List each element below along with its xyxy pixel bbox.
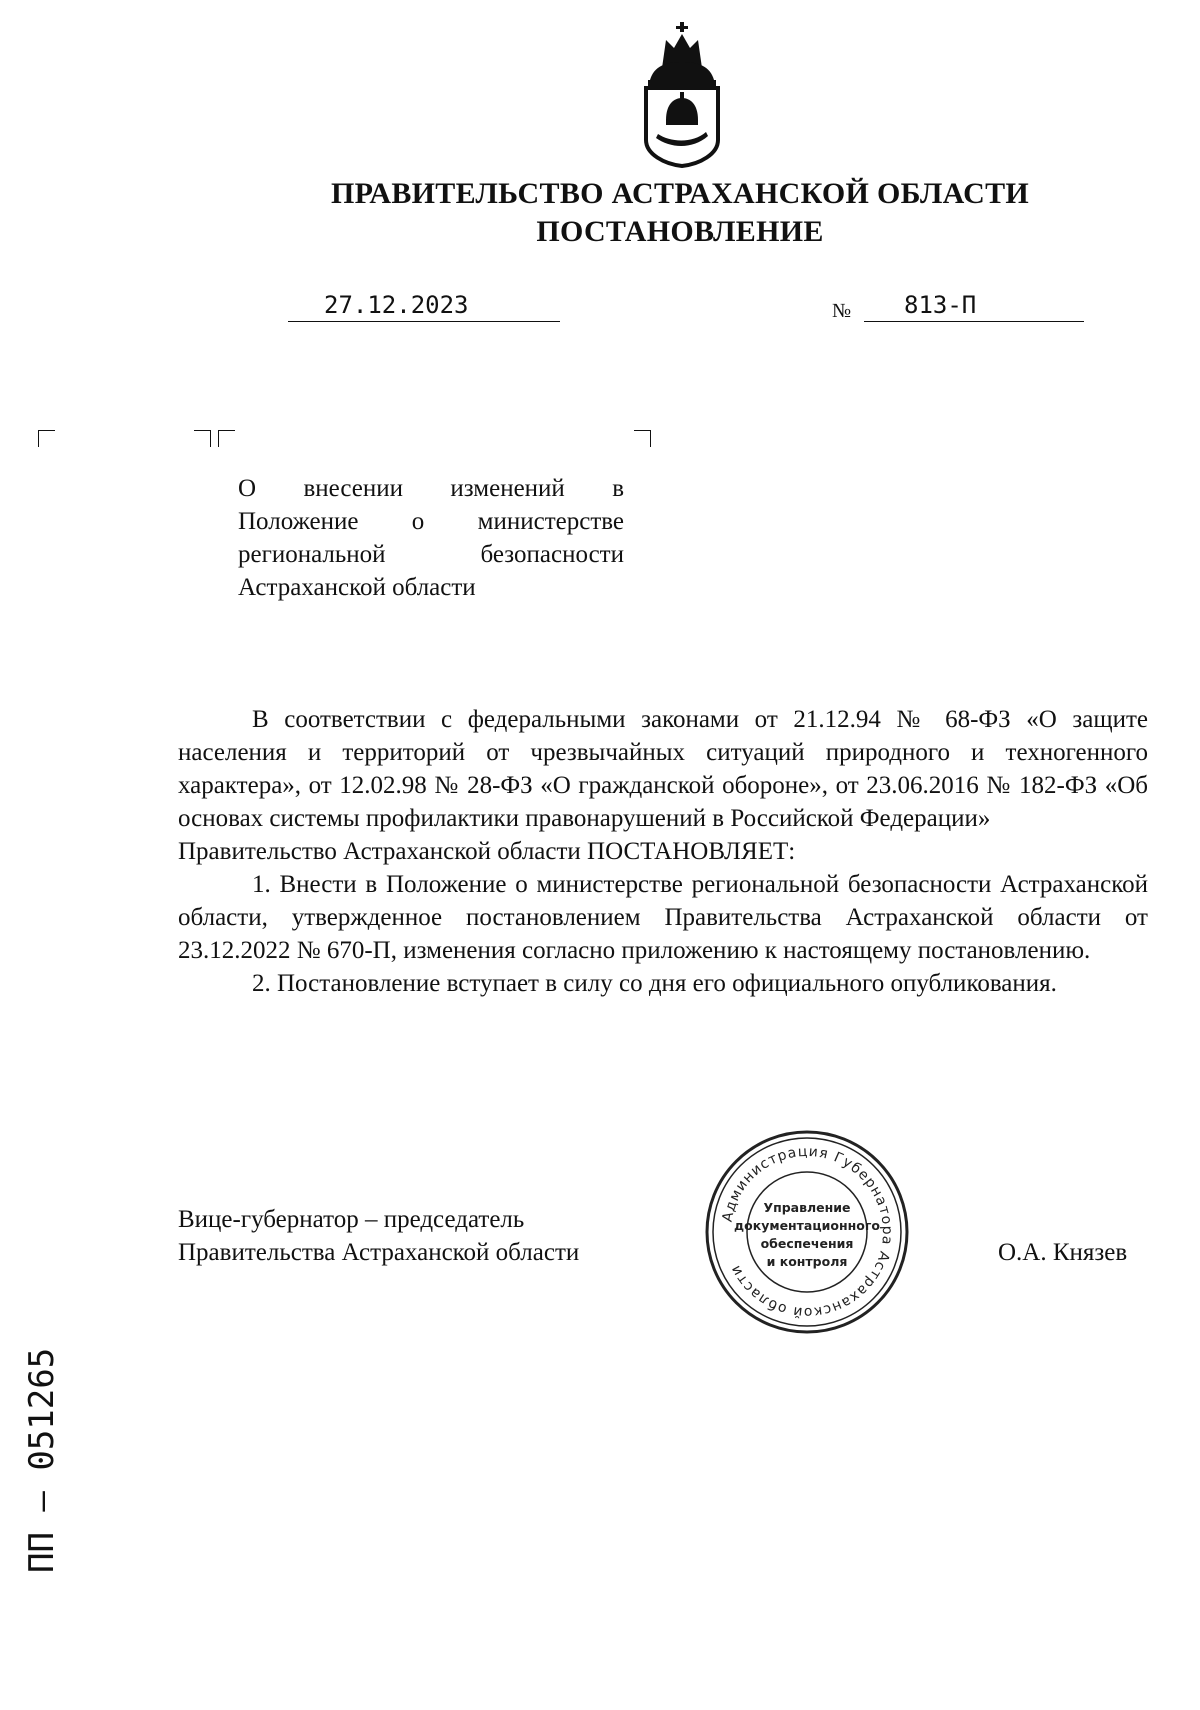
official-seal [697, 1122, 917, 1342]
item-1-paragraph: 1. Внести в Положение о министерстве региональной безопасности Астраханской области, утвержденное постановлением Правительства Астраханской области от 23.12.2022 № 670-П, изменения согласно приложению к настоящему постановлению. [178, 871, 1148, 964]
corner-mark-left-top [38, 430, 55, 447]
document-number: 813-П [864, 290, 1084, 322]
preamble-paragraph: В соответствии с федеральными законами от 21.12.94 № 68-ФЗ «О защите населения и территорий от чрезвычайных ситуаций природного и техногенного характера», от 12.02.98 № 28-ФЗ «О гражданской обороне», от 23.06.2016 № 182-ФЗ «Об основах системы профилактики правонарушений в Российской Федерации» [178, 706, 1148, 832]
signer-name: О.А. Князев [998, 1239, 1128, 1266]
signer-title-line-1: Вице-губернатор – председатель [178, 1206, 525, 1233]
document-date: 27.12.2023 [288, 290, 560, 322]
government-name: ПРАВИТЕЛЬСТВО АСТРАХАНСКОЙ ОБЛАСТИ [330, 177, 1030, 210]
coat-of-arms-icon [636, 22, 728, 168]
item-2-paragraph: 2. Постановление вступает в силу со дня его официального опубликования. [252, 970, 1057, 997]
blank-serial-number: ПП – 051265 [22, 1347, 62, 1573]
corner-mark-left-top [218, 430, 235, 447]
document-subject: О внесении изменений в Положение о министерстве региональной безопасности Астраханской области [238, 475, 624, 601]
number-sign: № [832, 300, 852, 322]
corner-mark-right-top [194, 430, 211, 447]
signer-title-line-2: Правительства Астраханской области [178, 1239, 580, 1266]
seal-center-line-2: документационного [734, 1218, 880, 1233]
document-type: ПОСТАНОВЛЕНИЕ [536, 215, 824, 248]
corner-mark-right-top [634, 430, 651, 447]
seal-center-line-1: Управление [763, 1200, 851, 1215]
signer-title [178, 1203, 579, 1269]
seal-ring-text: Администрация Губернатора Астраханской области [719, 1143, 896, 1321]
document-body [178, 703, 1148, 1000]
seal-center-line-4: и контроля [766, 1254, 848, 1269]
seal-center-line-3: обеспечения [760, 1236, 854, 1251]
resolution-line: Правительство Астраханской области ПОСТАНОВЛЯЕТ: [178, 838, 796, 865]
